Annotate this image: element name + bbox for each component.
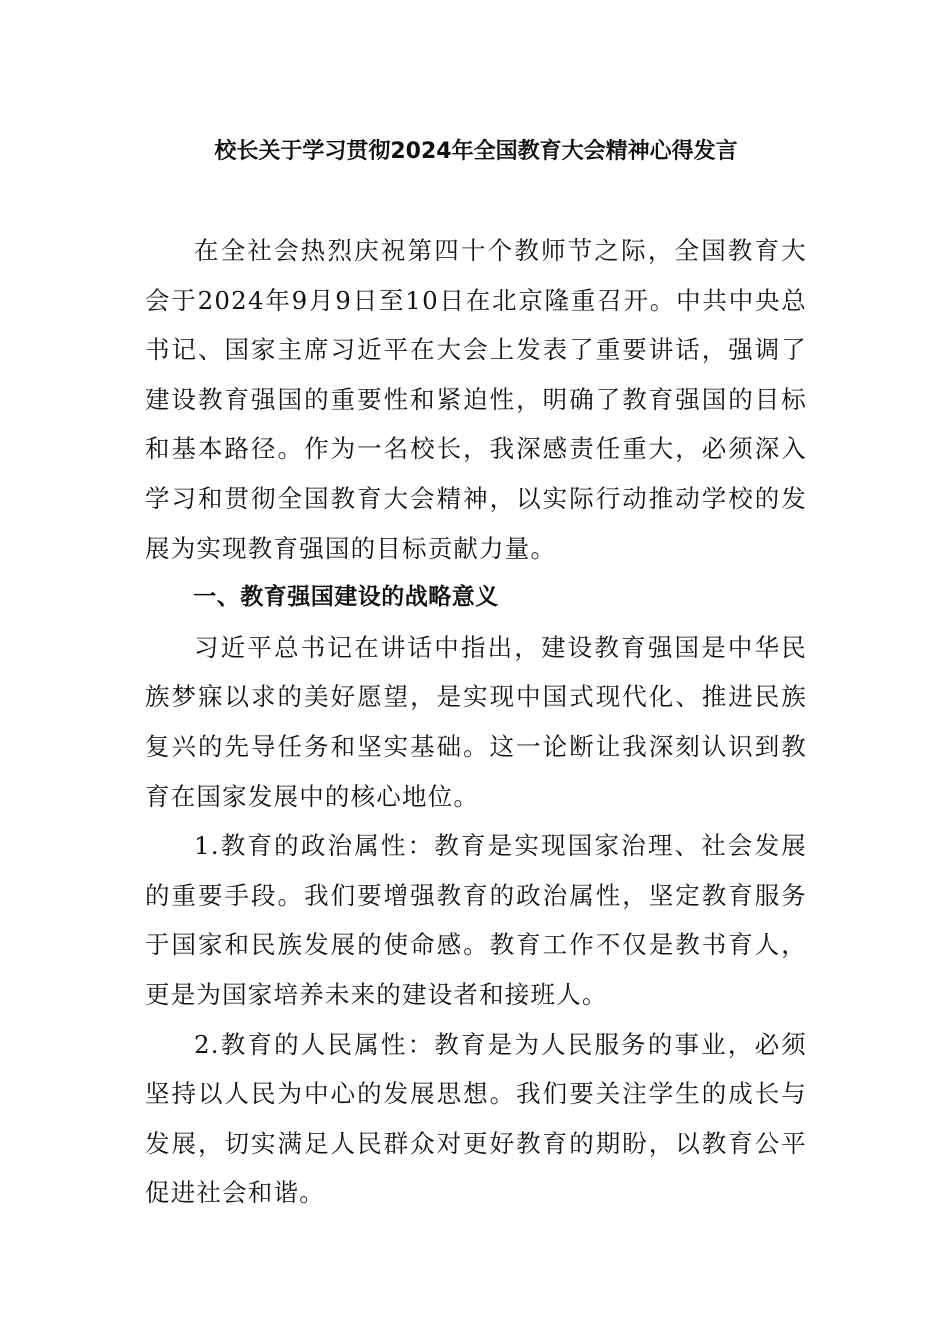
paragraph-strategic-significance: 习近平总书记在讲话中指出，建设教育强国是中华民族梦寐以求的美好愿望，是实现中国式现代化、推进民族复兴的先导任务和坚实基础。这一论断让我深刻认识到教育在国家发展中的核心地位。 [145,632,807,811]
document-page [145,0,807,1344]
document-title: 校长关于学习贯彻2024年全国教育大会精神心得发言 [214,139,738,164]
paragraph-political-attribute: 1.教育的政治属性：教育是实现国家治理、社会发展的重要手段。我们要增强教育的政治属性，坚定教育服务于国家和民族发展的使命感。教育工作不仅是教书育人，更是为国家培养未来的建设者和接班人。 [145,831,807,1009]
paragraph-people-attribute: 2.教育的人民属性：教育是为人民服务的事业，必须坚持以人民为中心的发展思想。我们要关注学生的成长与发展，切实满足人民群众对更好教育的期盼，以教育公平促进社会和谐。 [145,1029,807,1208]
paragraph-intro: 在全社会热烈庆祝第四十个教师节之际，全国教育大会于2024年9月9日至10日在北京隆重召开。中共中央总书记、国家主席习近平在大会上发表了重要讲话，强调了建设教育强国的重要性和紧迫性，明确了教育强国的目标和基本路径。作为一名校长，我深感责任重大，必须深入学习和贯彻全国教育大会精神，以实际行动推动学校的发展为实现教育强国的目标贡献力量。 [145,236,807,563]
document-body [145,226,807,1218]
section-heading-1: 一、教育强国建设的战略意义 [193,584,499,611]
